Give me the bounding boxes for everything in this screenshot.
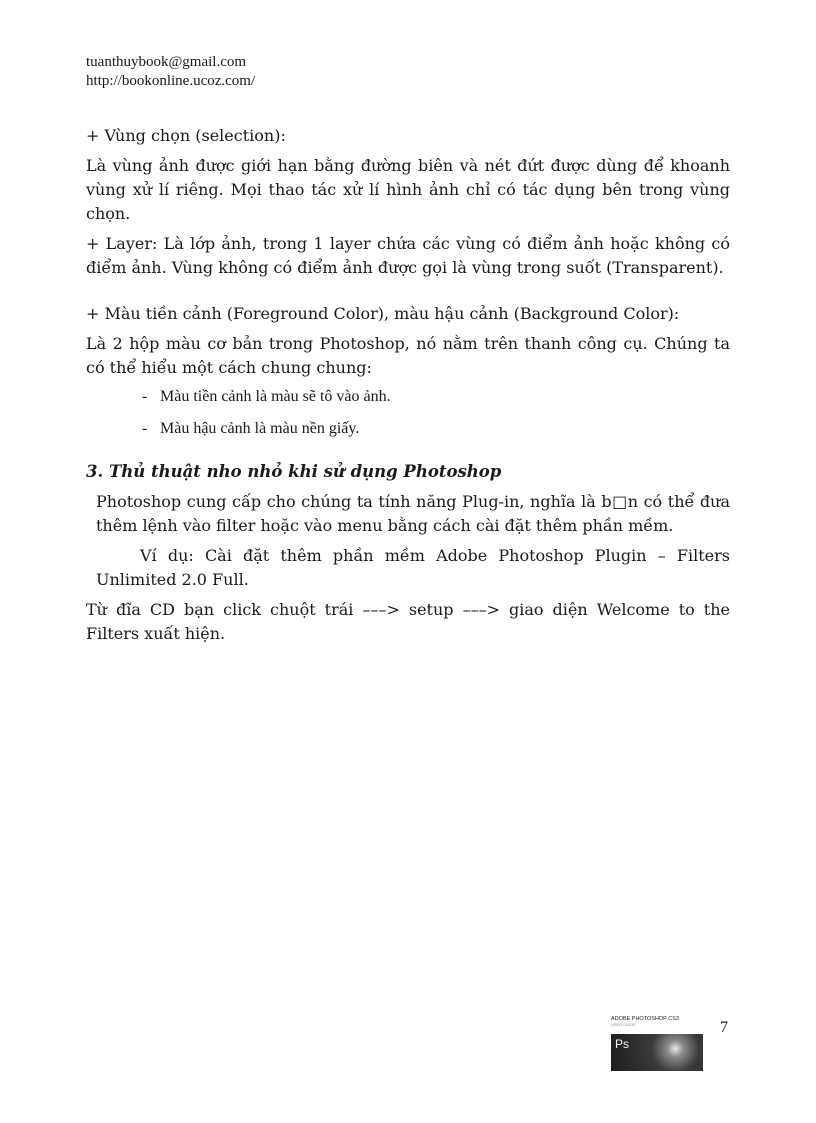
plugin-description: Photoshop cung cấp cho chúng ta tính năng Plug-in, nghĩa là b□n có thể đưa thêm lệnh vào filter hoặc vào menu bằng cách cài đặt thêm phần mềm. — [96, 492, 730, 535]
steps-text: Từ đĩa CD bạn click chuột trái –––> setup –––> giao diện Welcome to the Filters xuất hiện. — [86, 600, 730, 643]
selection-title: + Vùng chọn (selection): — [86, 126, 286, 145]
header-url: http://bookonline.ucoz.com/ — [86, 73, 256, 89]
page-number: 7 — [720, 1019, 728, 1036]
list-item-text: Màu tiền cảnh là màu sẽ tô vào ảnh. — [160, 388, 391, 405]
page-header — [86, 53, 255, 91]
bullet-dash: - — [142, 388, 148, 405]
section-heading: 3. Thủ thuật nho nhỏ khi sử dụng Photoshop — [86, 462, 502, 481]
bullet-dash: - — [142, 420, 148, 437]
ps-icon: Ps — [615, 1037, 630, 1051]
list-item — [86, 386, 730, 408]
page-content — [86, 124, 730, 646]
header-email: tuanthuybook@gmail.com — [86, 54, 247, 70]
list-item-text: Màu hậu cảnh là màu nền giấy. — [160, 420, 360, 437]
color-description: Là 2 hộp màu cơ bản trong Photoshop, nó nằm trên thanh công cụ. Chúng ta có thể hiểu một cách chung chung: — [86, 334, 730, 377]
example-text: Ví dụ: Cài đặt thêm phần mềm Adobe Photoshop Plugin – Filters Unlimited 2.0 Full. — [96, 546, 730, 589]
selection-description: Là vùng ảnh được giới hạn bằng đường biên và nét đứt được dùng để khoanh vùng xử lí riêng. Mọi thao tác xử lí hình ảnh chỉ có tác dụng bên trong vùng chọn. — [86, 156, 730, 223]
layer-description: + Layer: Là lớp ảnh, trong 1 layer chứa các vùng có điểm ảnh hoặc không có điểm ảnh. Vùng không có điểm ảnh được gọi là vùng trong suốt (Transparent). — [86, 234, 730, 277]
list-item — [86, 418, 730, 440]
color-title: + Màu tiền cảnh (Foreground Color), màu hậu cảnh (Background Color): — [86, 304, 680, 323]
logo-image — [611, 1034, 703, 1071]
logo-subtitle: USER GUIDE — [611, 1022, 636, 1027]
photoshop-logo — [611, 1016, 703, 1071]
logo-title: ADOBE PHOTOSHOP CS3 — [611, 1016, 679, 1022]
section-body — [86, 490, 730, 592]
